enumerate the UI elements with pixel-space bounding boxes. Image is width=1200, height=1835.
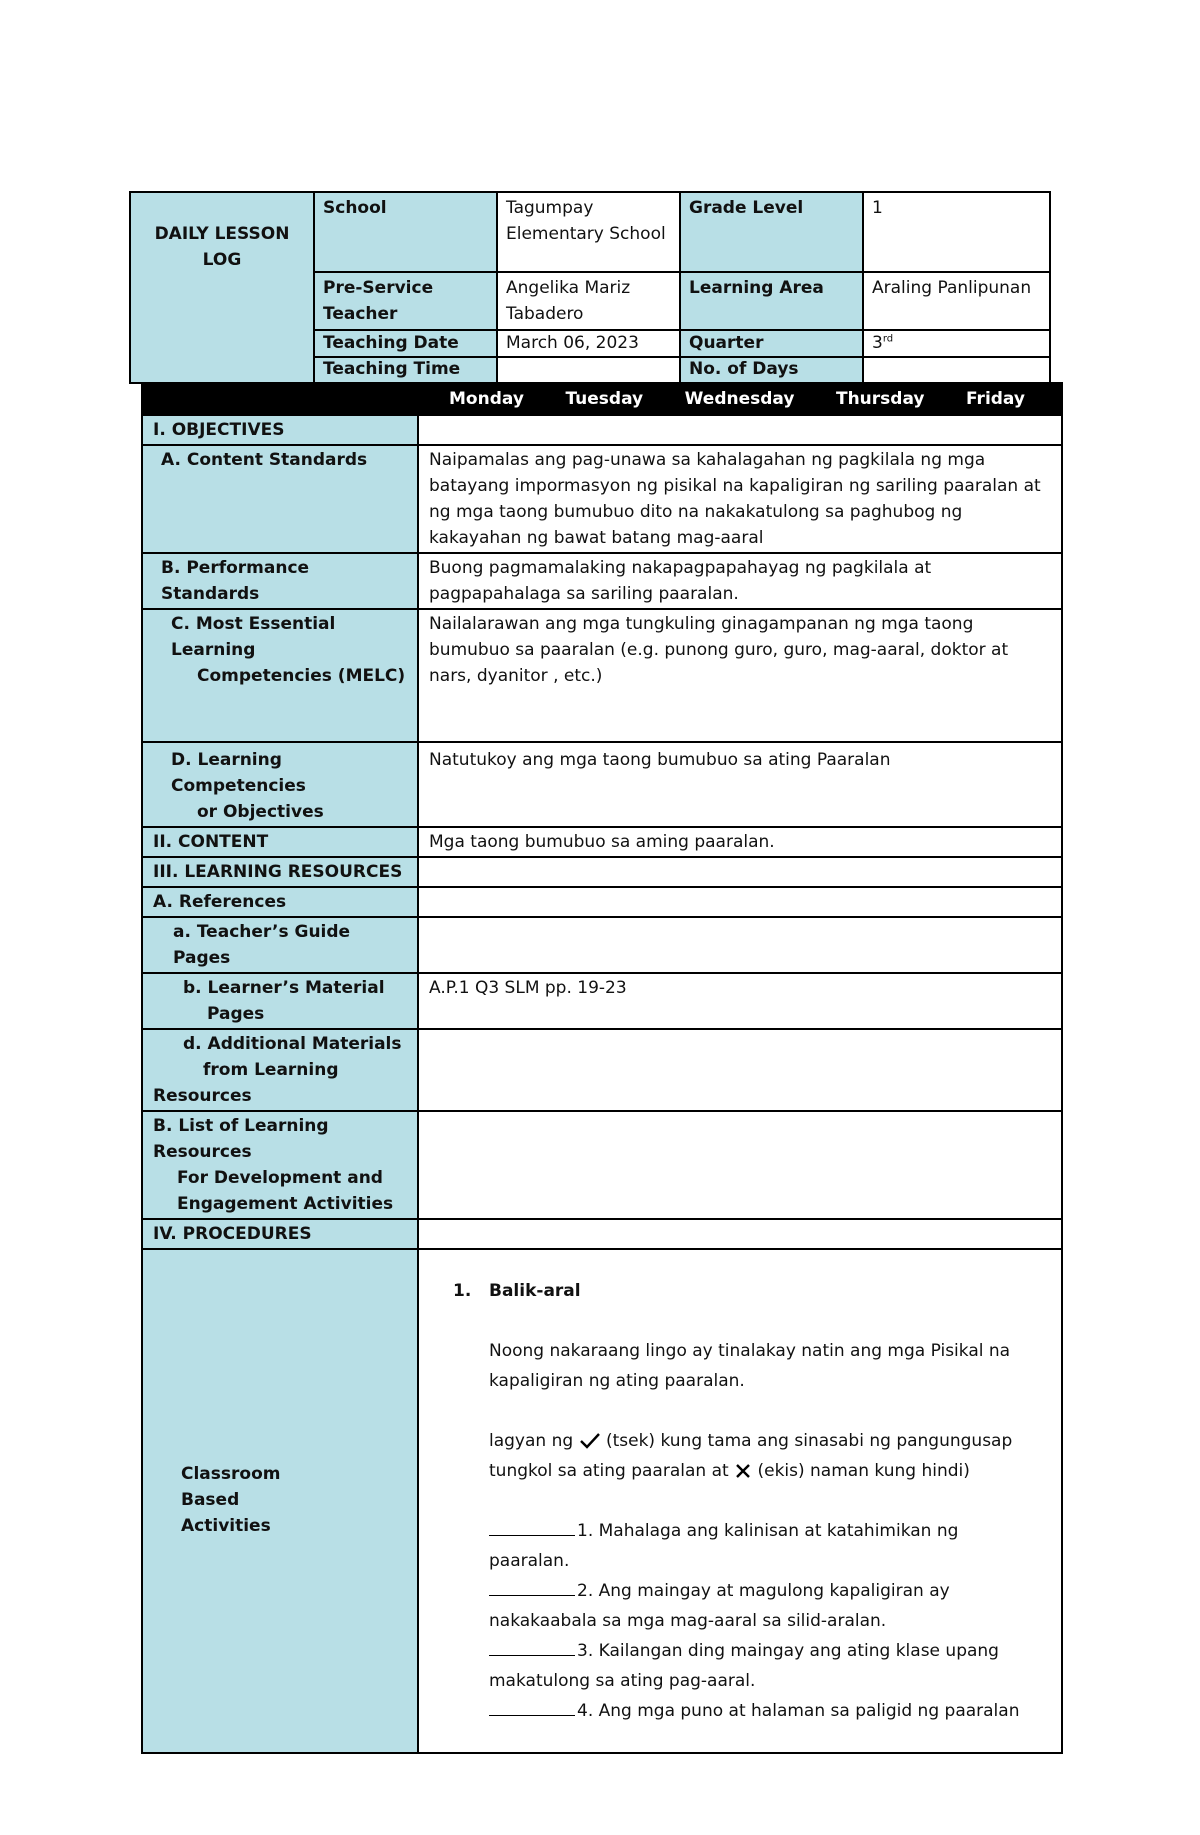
classroom-line1: Classroom (181, 1464, 281, 1484)
answer-blank-2[interactable] (489, 1578, 575, 1596)
teaching-date-value: March 06, 2023 (497, 330, 680, 357)
teaching-date-label: Teaching Date (314, 330, 497, 357)
teachers-guide-value (418, 917, 1062, 973)
performance-standards-value: Buong pagmamalaking nakapagpapahayag ng pagkilala at pagpapahalaga sa sariling paaralan. (418, 553, 1062, 609)
grade-level-value: 1 (863, 192, 1050, 272)
item-number: 1. (453, 1281, 472, 1301)
learners-material-value: A.P.1 Q3 SLM pp. 19-23 (418, 973, 1062, 1029)
question-4 (489, 1696, 1041, 1726)
dll-title-line1: DAILY LESSON (154, 224, 290, 244)
day-monday: Monday (449, 389, 524, 409)
lc-value: Natutukoy ang mga taong bumubuo sa ating Paaralan (418, 742, 1062, 827)
teacher-value: Angelika Mariz Tabadero (497, 272, 680, 330)
balik-aral-title (453, 1276, 1041, 1306)
school-value: Tagumpay Elementary School (497, 192, 680, 272)
quarter-number: 3 (872, 333, 883, 353)
learning-area-label: Learning Area (680, 272, 863, 330)
no-of-days-value (863, 357, 1050, 383)
procedures-heading: IV. PROCEDURES (142, 1219, 418, 1249)
question-4-text: 4. Ang mga puno at halaman sa paligid ng paaralan (577, 1701, 1020, 1721)
day-wednesday: Wednesday (684, 389, 795, 409)
answer-blank-4[interactable] (489, 1698, 575, 1716)
teacher-label: Pre-Service Teacher (314, 272, 497, 330)
melc-label (142, 609, 418, 742)
content-value: Mga taong bumubuo sa aming paaralan. (418, 827, 1062, 857)
header-table (129, 191, 1051, 384)
days-bar (142, 383, 1062, 415)
list-of-resources-label (142, 1111, 418, 1219)
answer-blank-1[interactable] (489, 1518, 575, 1536)
learners-material-line2: Pages (207, 1004, 265, 1024)
school-label: School (314, 192, 497, 272)
question-1 (489, 1516, 1041, 1576)
classroom-activities-label (142, 1249, 418, 1753)
learners-material-line1: b. Learner’s Material (183, 978, 385, 998)
quarter-suffix: rd (882, 333, 894, 345)
learning-area-value: Araling Panlipunan (863, 272, 1050, 330)
classroom-line2: Based (181, 1490, 240, 1510)
additional-materials-line2: from Learning (203, 1060, 339, 1080)
check-icon (579, 1432, 601, 1450)
list-of-resources-line2: For Development and (177, 1168, 383, 1188)
list-of-resources-line3: Engagement Activities (177, 1194, 394, 1214)
performance-standards-label: B. Performance Standards (142, 553, 418, 609)
x-mark-icon (734, 1462, 752, 1480)
question-3-text: 3. Kailangan ding maingay ang ating klase upang makatulong sa ating pag-aaral. (489, 1641, 999, 1691)
dll-title-line2: LOG (202, 250, 242, 270)
additional-materials-line3: Resources (153, 1086, 252, 1106)
additional-materials-line1: d. Additional Materials (183, 1034, 402, 1054)
procedures-heading-value (418, 1219, 1062, 1249)
melc-label-line1: C. Most Essential Learning (171, 614, 336, 660)
day-tuesday: Tuesday (565, 389, 644, 409)
classroom-line3: Activities (181, 1516, 271, 1536)
learning-resources-heading: III. LEARNING RESOURCES (142, 857, 418, 887)
teaching-time-value (497, 357, 680, 383)
lc-label (142, 742, 418, 827)
lc-label-line2: or Objectives (197, 802, 324, 822)
procedures-content (418, 1249, 1062, 1753)
objectives-value (418, 415, 1062, 445)
teachers-guide-label: a. Teacher’s Guide Pages (142, 917, 418, 973)
content-label: II. CONTENT (142, 827, 418, 857)
objectives-heading: I. OBJECTIVES (142, 415, 418, 445)
question-2-text: 2. Ang maingay at magulong kapaligiran ay nakakaabala sa mga mag-aaral sa silid-aralan. (489, 1581, 950, 1631)
classroom-label-text (153, 1251, 407, 1539)
day-thursday: Thursday (835, 389, 925, 409)
grade-level-label: Grade Level (680, 192, 863, 272)
list-of-resources-value (418, 1111, 1062, 1219)
question-2 (489, 1576, 1041, 1636)
list-of-resources-line1: B. List of Learning Resources (153, 1116, 329, 1162)
lc-label-line1: D. Learning Competencies (171, 750, 306, 796)
quarter-label: Quarter (680, 330, 863, 357)
lesson-table (141, 382, 1063, 1754)
question-3 (489, 1636, 1041, 1696)
additional-materials-label (142, 1029, 418, 1111)
learning-resources-value (418, 857, 1062, 887)
answer-blank-3[interactable] (489, 1638, 575, 1656)
no-of-days-label: No. of Days (680, 357, 863, 383)
dll-title (130, 192, 314, 383)
teaching-time-label: Teaching Time (314, 357, 497, 383)
instruction-part-b: (tsek) kung tama ang sinasabi ng pangungusap tungkol sa ating paaralan at (489, 1431, 1013, 1481)
references-value (418, 887, 1062, 917)
review-intro: Noong nakaraang lingo ay tinalakay natin ang mga Pisikal na kapaligiran ng ating paaralan. (489, 1341, 1011, 1391)
quarter-value (863, 330, 1050, 357)
melc-value: Nailalarawan ang mga tungkuling ginagampanan ng mga taong bumubuo sa paaralan (e.g. punong guro, guro, mag-aaral, doktor at nars, dyanitor , etc.) (418, 609, 1062, 742)
references-label: A. References (142, 887, 418, 917)
melc-label-line2: Competencies (MELC) (197, 666, 406, 686)
instruction-part-c: (ekis) naman kung hindi) (757, 1461, 970, 1481)
day-friday: Friday (966, 389, 1025, 409)
instruction-text (489, 1426, 1041, 1486)
instruction-part-a: lagyan ng (489, 1431, 574, 1451)
learners-material-label (142, 973, 418, 1029)
question-1-text: 1. Mahalaga ang kalinisan at katahimikan ng paaralan. (489, 1521, 959, 1571)
content-standards-label: A. Content Standards (142, 445, 418, 553)
additional-materials-value (418, 1029, 1062, 1111)
item-title-text: Balik-aral (489, 1281, 581, 1301)
content-standards-value: Naipamalas ang pag-unawa sa kahalagahan ng pagkilala ng mga batayang impormasyon ng pisikal na kapaligiran ng sariling paaralan at ng mga taong bumubuo dito na nakakatulong sa paghubog ng kakayahan ng bawat batang mag-aaral (418, 445, 1062, 553)
